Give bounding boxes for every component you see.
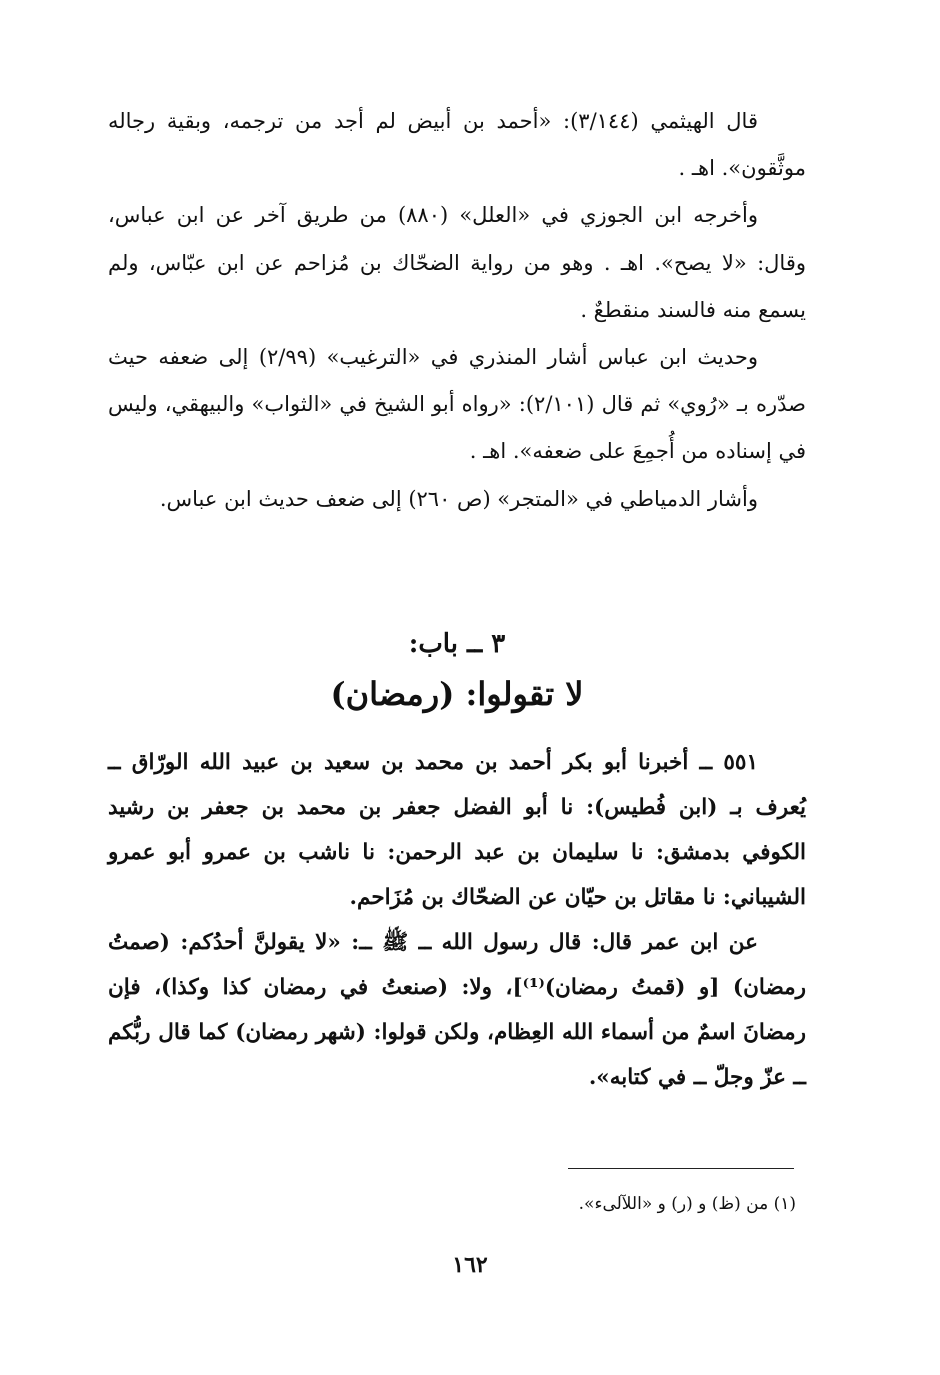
intro-paragraph: وحديث ابن عباس أشار المنذري في «الترغيب» (٢/٩٩) إلى ضعفه حيث صدّره بـ «رُوي» ثم قال (٢/١٠١): «رواه أبو الشيخ في «الثواب» والبيهقي، وليس في إسناده من أُجمِعَ على ضعفه». اهـ . [108, 345, 806, 464]
intro-paragraph: قال الهيثمي (٣/١٤٤): «أحمد بن أبيض لم أجد من ترجمه، وبقية رجاله موثَّقون». اهـ . [108, 109, 806, 181]
intro-paragraph: وأخرجه ابن الجوزي في «العلل» (٨٨٠) من طريق آخر عن ابن عباس، وقال: «لا يصح». اهـ . وهو من رواية الضحّاك بن مُزاحم عن ابن عبّاس، ولم يسمع منه فالسند منقطعٌ . [108, 203, 806, 322]
hadith-matn-paragraph: عن ابن عمر قال: قال رسول الله ــ ﷺ ــ: «لا يقولنَّ أحدُكم: (صمتُ رمضان) [و (قمتُ رمضان)⁽¹⁾]، ولا: (صنعتُ في رمضان كذا وكذا)، فإن رمضانَ اسمٌ من أسماء الله العِظام، ولكن قولوا: (شهر رمضان) كما قال ربُّكم ــ عزّ وجلّ ــ في كتابه». [108, 930, 806, 1090]
footnote: (١) من (ظ) و (ر) و «اللآلىء». [578, 1194, 796, 1214]
page-number: ١٦٢ [452, 1252, 488, 1278]
hadith-isnad-paragraph: ٥٥١ ــ أخبرنا أبو بكر أحمد بن محمد بن سعيد بن عبيد الله الورّاق ــ يُعرف بـ (ابن فُطيس): نا أبو الفضل جعفر بن محمد بن جعفر بن رشيد الكوفي بدمشق: نا سليمان بن عبد الرحمن: نا ناشب بن عمرو أبو عمرو الشيباني: نا مقاتل بن حيّان عن الضحّاك بن مُزَاحم. [108, 750, 806, 910]
hadith-section [108, 740, 806, 1100]
chapter-number: ٣ ــ باب: [408, 629, 506, 659]
footnote-divider [568, 1168, 794, 1169]
chapter-title: لا تقولوا: (رمضان) [330, 675, 584, 713]
intro-section [108, 98, 806, 523]
intro-paragraph: وأشار الدمياطي في «المتجر» (ص ٢٦٠) إلى ضعف حديث ابن عباس. [159, 486, 758, 511]
